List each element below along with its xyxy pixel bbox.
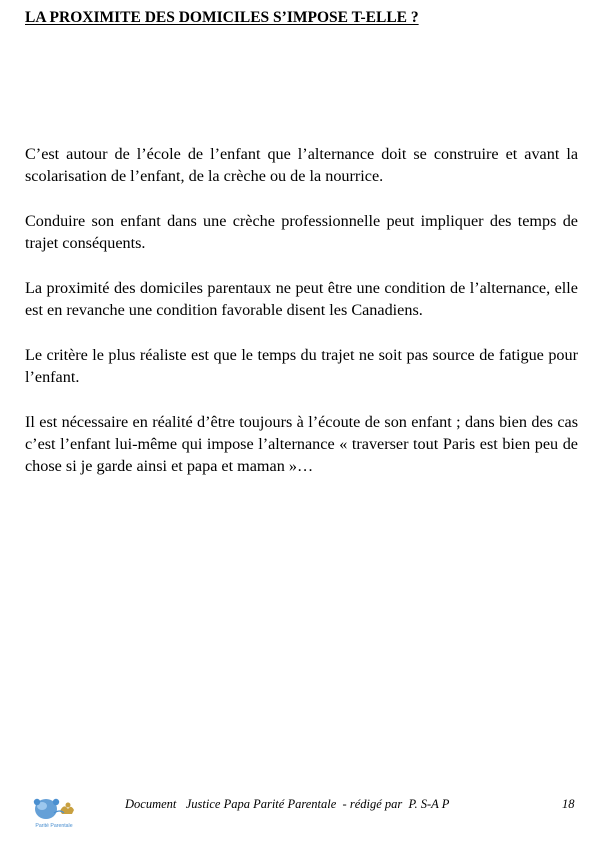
paragraph-4: Le critère le plus réaliste est que le temps du trajet ne soit pas source de fatigue pour l’enfant. xyxy=(25,346,578,386)
page-number: 18 xyxy=(562,797,575,811)
association-logo-icon xyxy=(24,794,84,830)
document-body xyxy=(25,143,578,500)
logo-text: Parité Parentale xyxy=(35,823,73,829)
paragraph-1: C’est autour de l’école de l’enfant que l’alternance doit se construire et avant la scolarisation de l’enfant, de la crèche ou de la nourrice. xyxy=(25,145,578,185)
footer-text: Document Justice Papa Parité Parentale - rédigé par P. S-A P xyxy=(125,797,450,811)
page-title: LA PROXIMITE DES DOMICILES S’IMPOSE T-ELLE ? xyxy=(25,9,419,26)
paragraph-3: La proximité des domiciles parentaux ne peut être une condition de l’alternance, elle est en revanche une condition favorable disent les Canadiens. xyxy=(25,279,578,319)
paragraph-5: Il est nécessaire en réalité d’être toujours à l’écoute de son enfant ; dans bien des cas c’est l’enfant lui-même qui impose l’alternance « traverser tout Paris est bien peu de chose si je garde ainsi et papa et maman »… xyxy=(25,413,578,475)
paragraph-2: Conduire son enfant dans une crèche professionnelle peut impliquer des temps de trajet conséquents. xyxy=(25,212,578,252)
page-footer xyxy=(0,792,597,832)
